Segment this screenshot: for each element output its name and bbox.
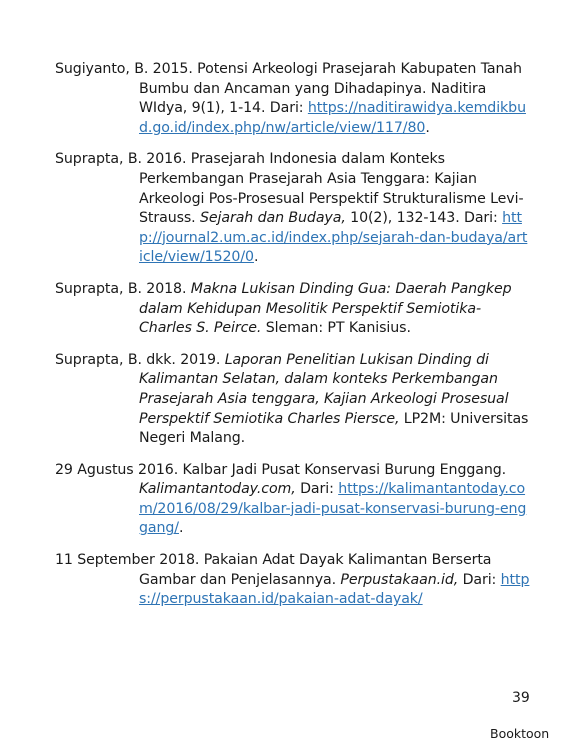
footer-brand: Booktoon <box>490 726 550 741</box>
reference-author-year: Suprapta, B. 2016. <box>55 151 191 168</box>
reference-entry-kalimantantoday-2016 <box>55 461 530 539</box>
reference-details: Dari: <box>295 481 339 498</box>
reference-author-year: Suprapta, B. 2018. <box>55 280 191 297</box>
reference-book-title: Makna Lukisan Dinding Gua: Daerah Pangkep dalam Kehidupan Mesolitik Perspektif Semiotika-Charles S. Peirce. <box>139 280 512 337</box>
reference-end: . <box>253 249 259 266</box>
reference-publisher: Sleman: PT Kanisius. <box>261 320 411 337</box>
reference-author-year: Suprapta, B. dkk. 2019. <box>55 351 225 368</box>
reference-list <box>55 60 530 622</box>
reference-journal: Sejarah dan Budaya, <box>200 210 346 227</box>
reference-publisher: LP2M: Universitas Negeri Malang. <box>139 410 529 447</box>
reference-source: Kalimantantoday.com, <box>139 481 296 498</box>
reference-title: Potensi Arkeologi Prasejarah Kabupaten Tanah Bumbu dan Ancaman yang Dihadapinya. Naditira WIdya, 9(1), 1-14. Dari: <box>139 61 522 117</box>
reference-entry-suprapta-2016 <box>55 150 530 268</box>
reference-link[interactable]: https://naditirawidya.kemdikbud.go.id/index.php/nw/article/view/117/80 <box>139 100 526 136</box>
reference-entry-perpustakaan-2018 <box>55 551 530 610</box>
reference-link[interactable]: http://journal2.um.ac.id/index.php/sejarah-dan-budaya/article/view/1520/0 <box>139 210 528 266</box>
reference-author-year: Sugiyanto, B. 2015. <box>55 61 198 77</box>
reference-entry-suprapta-2019 <box>55 351 530 449</box>
reference-title: Pakaian Adat Dayak Kalimantan Berserta Gambar dan Penjelasannya. <box>139 552 492 588</box>
reference-title: Kalbar Jadi Pusat Konservasi Burung Enggang. <box>182 461 507 478</box>
reference-details: 10(2), 132-143. Dari: <box>345 210 503 227</box>
reference-link[interactable]: https://perpustakaan.id/pakaian-adat-dayak/ <box>139 571 530 608</box>
reference-details: Dari: <box>458 571 501 588</box>
reference-entry-sugiyanto-2015 <box>55 60 530 138</box>
page-number: 39 <box>512 690 530 706</box>
reference-source: Perpustakaan.id, <box>340 571 459 588</box>
reference-end: . <box>425 119 430 136</box>
reference-title: Prasejarah Indonesia dalam Konteks Perkembangan Prasejarah Asia Tenggara: Kajian Arkeologi Pos-Prosesual Perspektif Strukturalisme Levi-Strauss. <box>139 151 524 227</box>
reference-entry-suprapta-2018 <box>55 280 530 339</box>
reference-end: . <box>178 520 184 537</box>
reference-link[interactable]: https://kalimantantoday.com/2016/08/29/kalbar-jadi-pusat-konservasi-burung-enggang/ <box>139 481 527 537</box>
reference-author-year: 29 Agustus 2016. <box>55 461 183 478</box>
reference-author-year: 11 September 2018. <box>55 552 204 569</box>
reference-report-title: Laporan Penelitian Lukisan Dinding di Kalimantan Selatan, dalam konteks Perkembangan Prasejarah Asia tenggara, Kajian Arkeologi Prosesual Perspektif Semiotika Charles Piersce, <box>139 351 509 427</box>
